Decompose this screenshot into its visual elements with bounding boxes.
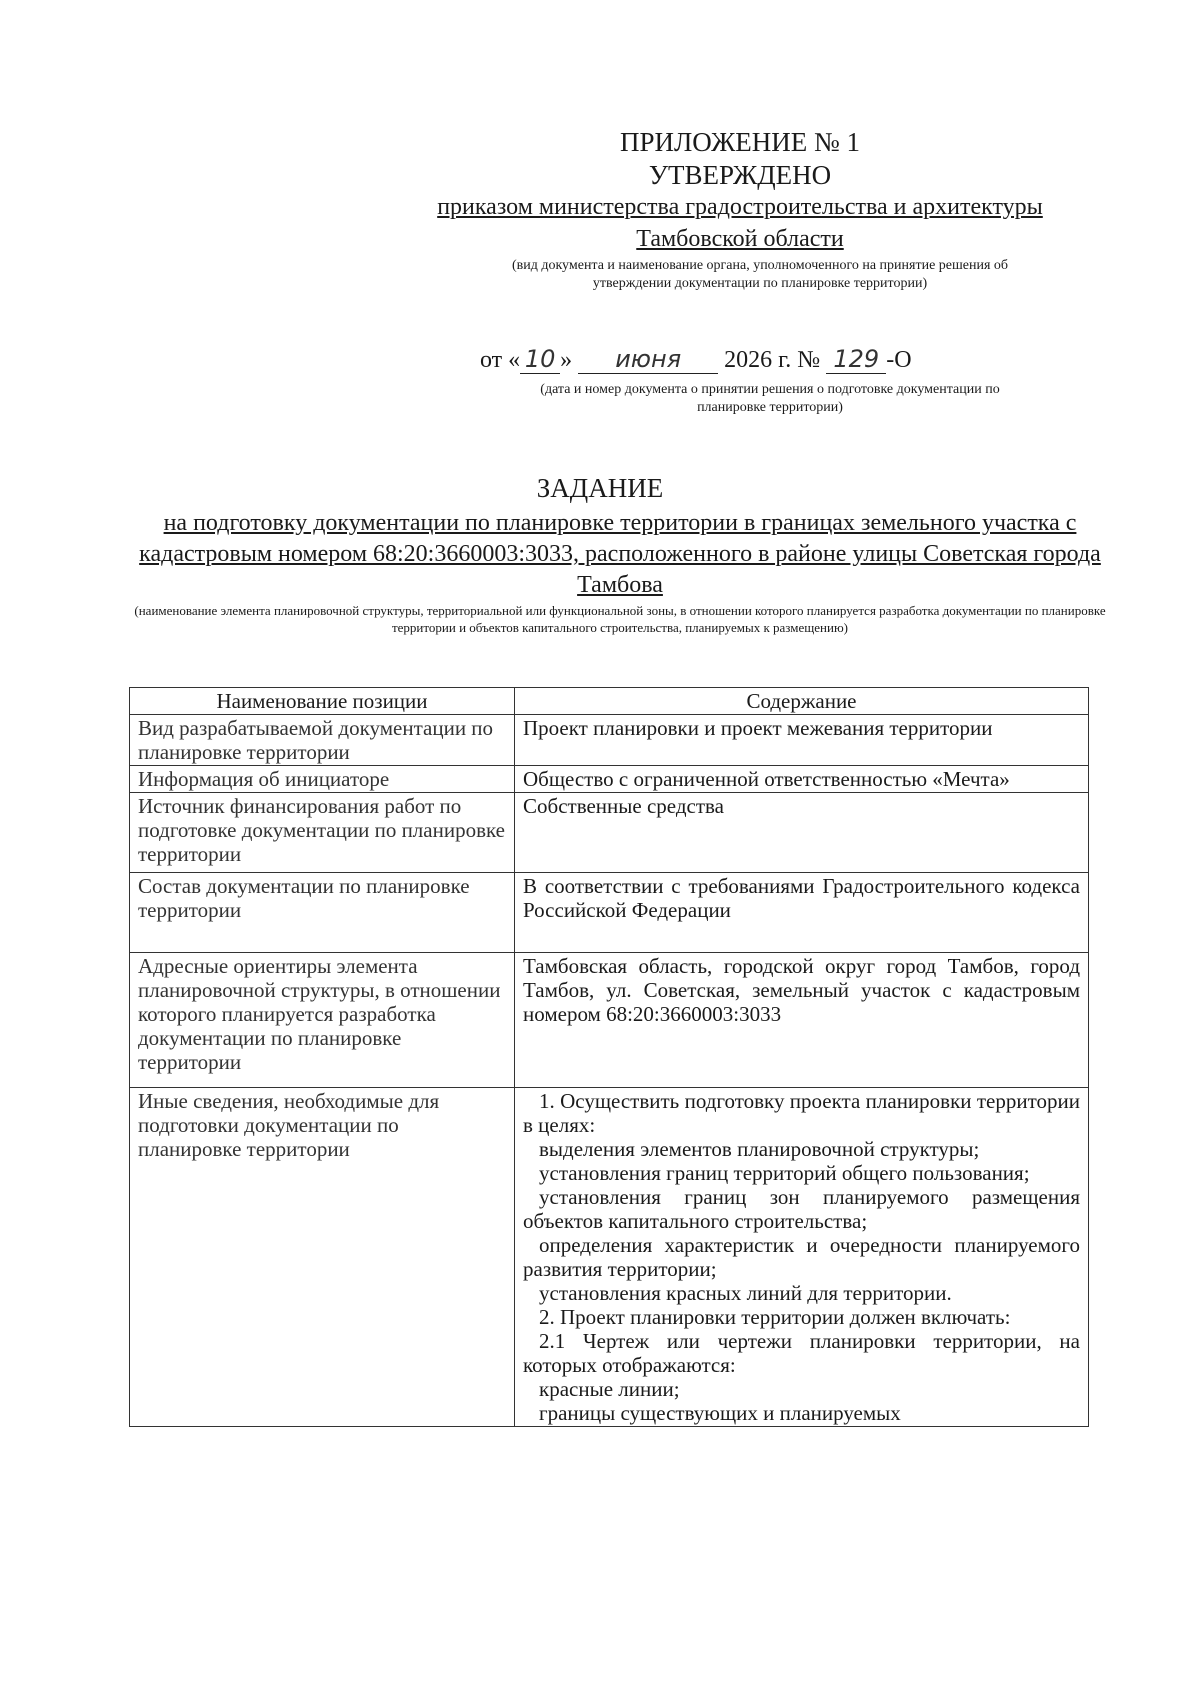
table-row (130, 953, 1089, 1088)
table-row (130, 873, 1089, 953)
row-content: Проект планировки и проект межевания территории (515, 715, 1089, 766)
paragraph: 2. Проект планировки территории должен включать: (539, 1305, 1011, 1329)
order-line-2: Тамбовской области (636, 226, 844, 252)
handwritten-month: июня (578, 345, 718, 374)
row-content: Тамбовская область, городской округ город Тамбов, город Тамбов, ул. Советская, земельный участок с кадастровым номером 68:20:3660003:3033 (515, 953, 1089, 1088)
row-name: Вид разрабатываемой документации по планировке территории (130, 715, 515, 766)
date-caption: (дата и номер документа о принятии решения о подготовке документации по планировке территории) (540, 382, 1000, 415)
row-name: Источник финансирования работ по подготовке документации по планировке территории (130, 793, 515, 873)
appendix-heading: ПРИЛОЖЕНИЕ № 1 (619, 127, 861, 157)
approved-heading: УТВЕРЖДЕНО (648, 160, 832, 190)
row-content: В соответствии с требованиями Градостроительного кодекса Российской Федерации (515, 873, 1089, 953)
document-type-caption: (вид документа и наименование органа, уполномоченного на принятие решения об утверждении документации по планировке территории) (511, 258, 1009, 291)
paragraph: установления красных линий для территории. (539, 1281, 952, 1305)
table-row (130, 1088, 1089, 1427)
handwritten-day: 10 (520, 345, 560, 374)
order-line-1: приказом министерства градостроительства и архитектуры (437, 194, 1043, 220)
date-year: 2026 г. № (724, 347, 821, 373)
task-subject-caption: (наименование элемента планировочной структуры, территориальной или функциональной зоны, в отношении которого планируется разработка документации по планировке территории и объектов капитального строительства, планируемых к размещению) (134, 603, 1106, 635)
paragraph: границы существующих и планируемых (539, 1401, 901, 1425)
row-content (515, 1088, 1089, 1427)
row-name: Информация об инициаторе (130, 766, 515, 793)
paragraph: 2.1 Чертеж или чертежи планировки территории, на которых отображаются: (523, 1329, 1080, 1377)
number-suffix: -О (886, 347, 912, 373)
row-content: Собственные средства (515, 793, 1089, 873)
table-row (130, 793, 1089, 873)
handwritten-number: 129 (826, 345, 886, 374)
table-row (130, 766, 1089, 793)
row-name: Состав документации по планировке территории (130, 873, 515, 953)
paragraph: красные линии; (539, 1377, 680, 1401)
column-header-name: Наименование позиции (130, 688, 515, 715)
date-prefix: от « (480, 347, 521, 373)
row-name: Адресные ориентиры элемента планировочной структуры, в отношении которого планируется разработка документации по планировке территории (130, 953, 515, 1088)
row-content: Общество с ограниченной ответственностью «Мечта» (515, 766, 1089, 793)
order-date-line (480, 345, 1040, 374)
task-title: ЗАДАНИЕ (536, 473, 664, 503)
paragraph: установления границ зон планируемого размещения объектов капитального строительства; (523, 1185, 1080, 1233)
table-row (130, 715, 1089, 766)
paragraph: выделения элементов планировочной структуры; (539, 1137, 980, 1161)
paragraph: определения характеристик и очередности планируемого развития территории; (523, 1233, 1080, 1281)
date-mid: » (560, 347, 573, 373)
paragraph: 1. Осуществить подготовку проекта планировки территории в целях: (523, 1089, 1080, 1137)
row-name: Иные сведения, необходимые для подготовки документации по планировке территории (130, 1088, 515, 1427)
paragraph: установления границ территорий общего пользования; (539, 1161, 1030, 1185)
column-header-content: Содержание (515, 688, 1089, 715)
task-table (129, 687, 1089, 1427)
table-header-row (130, 688, 1089, 715)
task-subject: на подготовку документации по планировке территории в границах земельного участка с кадастровым номером 68:20:3660003:3033, расположенного в районе улицы Советская города Тамбова (139, 510, 1101, 598)
